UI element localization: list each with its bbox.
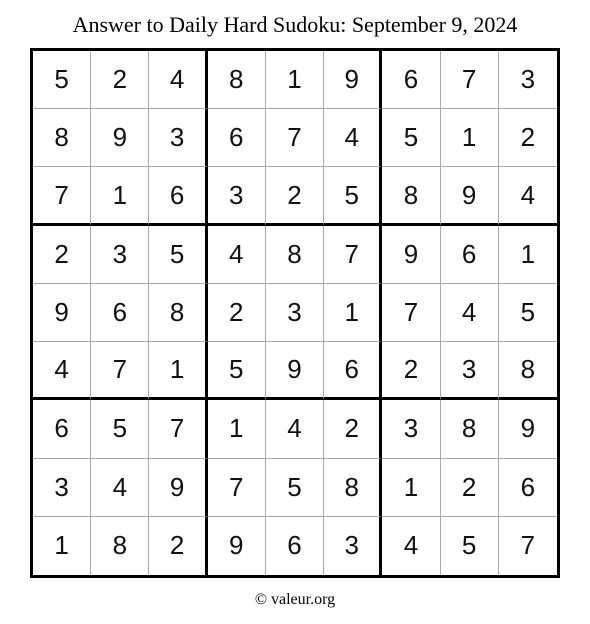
sudoku-cell-r3-c3: 6: [149, 167, 207, 225]
sudoku-cell-r2-c4: 6: [208, 109, 266, 167]
sudoku-cell-r7-c6: 2: [324, 400, 382, 458]
page-title: Answer to Daily Hard Sudoku: September 9, 2024: [72, 12, 518, 37]
sudoku-cell-r6-c2: 7: [91, 342, 149, 400]
sudoku-cell-r6-c6: 6: [324, 342, 382, 400]
sudoku-cell-r4-c8: 6: [441, 226, 499, 284]
sudoku-cell-r4-c4: 4: [208, 226, 266, 284]
sudoku-cell-r7-c4: 1: [208, 400, 266, 458]
sudoku-cell-r8-c2: 4: [91, 459, 149, 517]
sudoku-cell-r7-c3: 7: [149, 400, 207, 458]
sudoku-cell-r1-c6: 9: [324, 51, 382, 109]
sudoku-cell-r2-c9: 2: [499, 109, 557, 167]
sudoku-cell-r3-c2: 1: [91, 167, 149, 225]
sudoku-cell-r7-c9: 9: [499, 400, 557, 458]
sudoku-cell-r1-c7: 6: [382, 51, 440, 109]
sudoku-cell-r7-c5: 4: [266, 400, 324, 458]
sudoku-cell-r7-c8: 8: [441, 400, 499, 458]
sudoku-board: [30, 48, 560, 578]
sudoku-cell-r8-c1: 3: [33, 459, 91, 517]
sudoku-cell-r3-c8: 9: [441, 167, 499, 225]
sudoku-cell-r6-c4: 5: [208, 342, 266, 400]
sudoku-cell-r7-c7: 3: [382, 400, 440, 458]
sudoku-cell-r8-c4: 7: [208, 459, 266, 517]
sudoku-cell-r9-c7: 4: [382, 517, 440, 575]
sudoku-cell-r2-c7: 5: [382, 109, 440, 167]
sudoku-cell-r8-c3: 9: [149, 459, 207, 517]
sudoku-cell-r3-c5: 2: [266, 167, 324, 225]
sudoku-cell-r6-c8: 3: [441, 342, 499, 400]
sudoku-cell-r6-c9: 8: [499, 342, 557, 400]
sudoku-cell-r2-c8: 1: [441, 109, 499, 167]
sudoku-cell-r8-c9: 6: [499, 459, 557, 517]
sudoku-cell-r9-c5: 6: [266, 517, 324, 575]
sudoku-cell-r3-c1: 7: [33, 167, 91, 225]
sudoku-cell-r6-c1: 4: [33, 342, 91, 400]
sudoku-cell-r6-c7: 2: [382, 342, 440, 400]
sudoku-cell-r2-c3: 3: [149, 109, 207, 167]
sudoku-cell-r4-c3: 5: [149, 226, 207, 284]
sudoku-cell-r8-c6: 8: [324, 459, 382, 517]
sudoku-cell-r1-c3: 4: [149, 51, 207, 109]
sudoku-cell-r9-c1: 1: [33, 517, 91, 575]
sudoku-cell-r8-c8: 2: [441, 459, 499, 517]
sudoku-cell-r1-c2: 2: [91, 51, 149, 109]
sudoku-cell-r5-c4: 2: [208, 284, 266, 342]
sudoku-cell-r1-c5: 1: [266, 51, 324, 109]
sudoku-cell-r2-c1: 8: [33, 109, 91, 167]
copyright-footer: © valeur.org: [254, 591, 336, 608]
sudoku-cell-r4-c1: 2: [33, 226, 91, 284]
sudoku-cell-r9-c9: 7: [520, 530, 536, 561]
sudoku-cell-r8-c5: 5: [266, 459, 324, 517]
sudoku-cell-r7-c1: 6: [33, 400, 91, 458]
sudoku-cell-r3-c4: 3: [208, 167, 266, 225]
sudoku-cell-r7-c2: 5: [91, 400, 149, 458]
sudoku-cell-r5-c8: 4: [441, 284, 499, 342]
sudoku-cell-r4-c2: 3: [91, 226, 149, 284]
sudoku-cell-r9-c3: 2: [149, 517, 207, 575]
sudoku-cell-r1-c9: 3: [499, 51, 557, 109]
sudoku-cell-r6-c3: 1: [149, 342, 207, 400]
sudoku-cell-r3-c9: 4: [499, 167, 557, 225]
sudoku-cell-r5-c2: 6: [91, 284, 149, 342]
sudoku-cell-r5-c7: 7: [382, 284, 440, 342]
sudoku-cell-r9-c6: 3: [324, 517, 382, 575]
sudoku-cell-r3-c7: 8: [382, 167, 440, 225]
sudoku-cell-r2-c6: 4: [324, 109, 382, 167]
sudoku-cell-r9-c4: 9: [208, 517, 266, 575]
sudoku-cell-r4-c9: 1: [499, 226, 557, 284]
sudoku-cell-r5-c5: 3: [266, 284, 324, 342]
sudoku-cell-r1-c8: 7: [441, 51, 499, 109]
sudoku-cell-r9-c2: 8: [91, 517, 149, 575]
sudoku-cell-r9-c8: 5: [441, 517, 499, 575]
sudoku-cell-r1-c4: 8: [208, 51, 266, 109]
sudoku-cell-r2-c2: 9: [91, 109, 149, 167]
sudoku-cell-r6-c5: 9: [266, 342, 324, 400]
sudoku-cell-r8-c7: 1: [382, 459, 440, 517]
sudoku-cell-r5-c1: 9: [33, 284, 91, 342]
sudoku-cell-r5-c9: 5: [499, 284, 557, 342]
sudoku-cell-r4-c7: 9: [382, 226, 440, 284]
sudoku-cell-r4-c5: 8: [266, 226, 324, 284]
sudoku-cell-r5-c6: 1: [324, 284, 382, 342]
sudoku-cell-r4-c6: 7: [324, 226, 382, 284]
sudoku-cell-r1-c1: 5: [33, 51, 91, 109]
sudoku-cell-r3-c6: 5: [324, 167, 382, 225]
sudoku-cell-r2-c5: 7: [266, 109, 324, 167]
sudoku-cell-r5-c3: 8: [149, 284, 207, 342]
